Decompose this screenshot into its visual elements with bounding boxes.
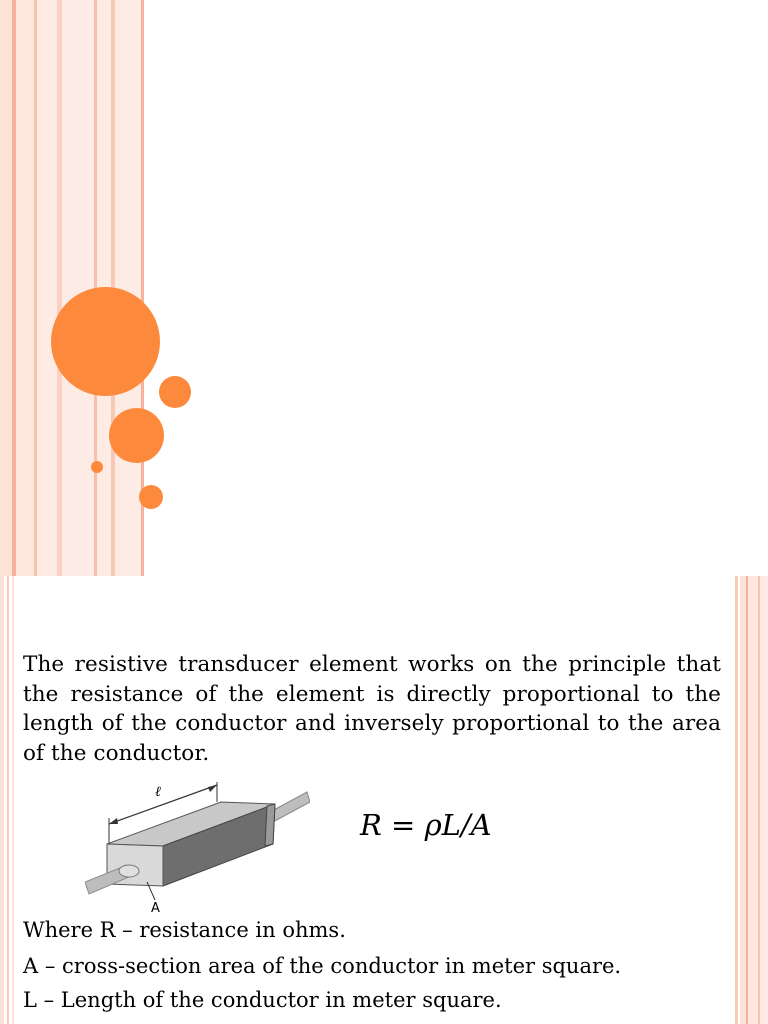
left-edge-stripe [0, 576, 4, 1024]
block-end-face [265, 804, 275, 846]
definition-line: Where R – resistance in ohms. [23, 918, 346, 942]
wire-end [119, 865, 139, 877]
right-edge-stripe [748, 576, 758, 1024]
area-label: A [151, 901, 160, 914]
decorative-circle-small [91, 461, 103, 473]
resistance-formula: R = ρL/A [360, 808, 492, 842]
definition-line: A – cross-section area of the conductor in meter square. [23, 954, 622, 978]
decorative-circle [159, 376, 191, 408]
decorative-circle [139, 485, 163, 509]
left-stripe-band [37, 0, 57, 576]
dimension-arrow [109, 818, 118, 824]
left-edge-stripe [7, 576, 9, 1024]
right-edge-stripe [735, 576, 738, 1024]
left-stripe-band [62, 0, 94, 576]
decorative-circle [109, 408, 164, 463]
decorative-circle-large [51, 287, 160, 396]
resistor-element-figure [85, 782, 310, 914]
right-edge-stripe [760, 576, 768, 1024]
definition-line: L – Length of the conductor in meter square. [23, 988, 502, 1012]
left-edge-stripe [12, 576, 14, 1024]
length-label: ℓ [155, 784, 161, 800]
body-paragraph: The resistive transducer element works on the principle that the resistance of the element is directly proportional to the length of the conductor and inversely proportional to the area of the conductor. [23, 652, 721, 766]
left-stripe-band [16, 0, 34, 576]
wire-right [270, 792, 310, 822]
dimension-arrow [208, 785, 217, 792]
left-stripe-band [0, 0, 12, 576]
